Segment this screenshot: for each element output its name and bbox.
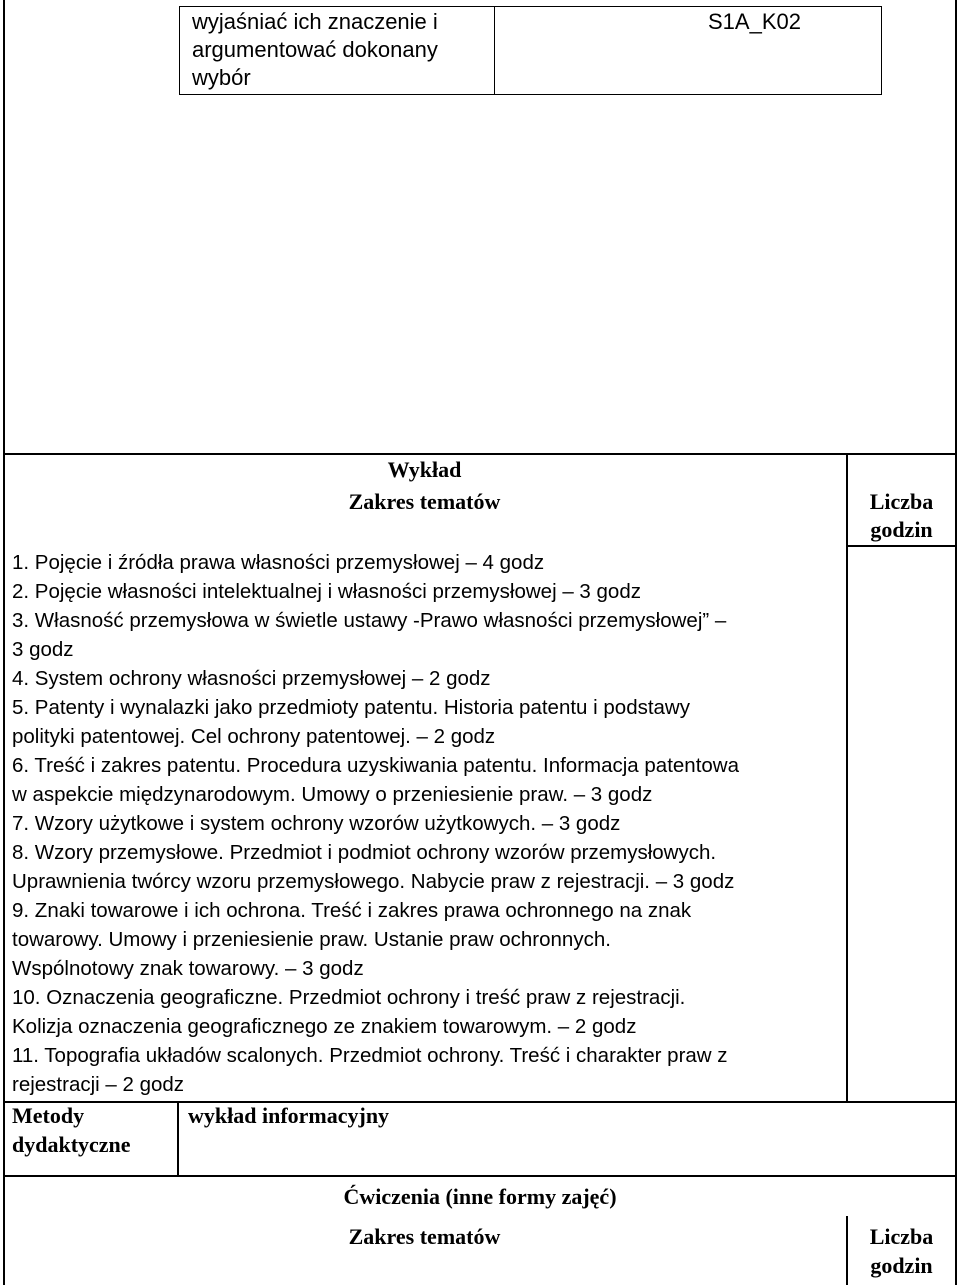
topic-line: 10. Oznaczenia geograficzne. Przedmiot ochrony i treść praw z rejestracji. (12, 986, 686, 1009)
topic-line: 1. Pojęcie i źródła prawa własności przemysłowej – 4 godz (12, 551, 545, 574)
topic-line: 8. Wzory przemysłowe. Przedmiot i podmiot ochrony wzorów przemysłowych. (12, 841, 717, 864)
methods-value: wykład informacyjny (188, 1103, 390, 1128)
topic-line: 4. System ochrony własności przemysłowej – 2 godz (12, 667, 491, 690)
hours-column-border (846, 453, 848, 1102)
cell-divider (881, 6, 882, 95)
lecture-title: Wykład (387, 457, 462, 482)
exercises-title: Ćwiczenia (inne formy zajęć) (343, 1184, 617, 1209)
hours-heading-line: Liczba (869, 1224, 934, 1249)
methods-divider (177, 1101, 179, 1176)
cell-divider (179, 94, 882, 95)
lecture-topics (12, 548, 842, 1099)
topic-line: polityki patentowej. Cel ochrony patentowej. – 2 godz (12, 725, 496, 748)
methods-label-line: dydaktyczne (12, 1132, 131, 1157)
lecture-scope-heading: Zakres tematów (348, 489, 501, 514)
topic-line: 5. Patenty i wynalazki jako przedmioty patentu. Historia patentu i podstawy (12, 696, 690, 719)
hours-heading-line: godzin (870, 1253, 933, 1278)
topic-line: 3. Własność przemysłowa w świetle ustawy -Prawo własności przemysłowej” – (12, 609, 727, 632)
topic-line: rejestracji – 2 godz (12, 1073, 185, 1096)
lecture-hours-heading (848, 488, 955, 544)
section-border (3, 1175, 957, 1177)
methods-label (12, 1101, 172, 1159)
topic-line: Uprawnienia twórcy wzoru przemysłowego. Nabycie praw z rejestracji. – 3 godz (12, 870, 735, 893)
cell-divider (179, 6, 180, 95)
exercises-scope-heading: Zakres tematów (348, 1224, 501, 1249)
table-right-border (955, 0, 957, 1285)
hours-header-border (846, 545, 957, 547)
cell-divider (494, 6, 495, 95)
learning-effect-line: wybór (192, 65, 251, 90)
table-left-border (3, 0, 5, 1285)
topic-line: 9. Znaki towarowe i ich ochrona. Treść i zakres prawa ochronnego na znak (12, 899, 692, 922)
topic-line: towarowy. Umowy i przeniesienie praw. Ustanie praw ochronnych. (12, 928, 611, 951)
learning-effect-line: argumentować dokonany (192, 37, 438, 62)
hours-heading-line: godzin (870, 517, 933, 542)
topic-line: Kolizja oznaczenia geograficznego ze znakiem towarowym. – 2 godz (12, 1015, 637, 1038)
exercises-hours-heading (848, 1222, 955, 1280)
learning-effect-line: wyjaśniać ich znaczenie i (192, 9, 438, 34)
topic-line: 2. Pojęcie własności intelektualnej i własności przemysłowej – 3 godz (12, 580, 641, 603)
topic-line: 3 godz (12, 638, 74, 661)
topic-line: Wspólnotowy znak towarowy. – 3 godz (12, 957, 364, 980)
topic-line: w aspekcie międzynarodowym. Umowy o przeniesienie praw. – 3 godz (12, 783, 653, 806)
topic-line: 7. Wzory użytkowe i system ochrony wzorów użytkowych. – 3 godz (12, 812, 621, 835)
cell-divider (179, 6, 882, 7)
effect-code: S1A_K02 (708, 9, 801, 34)
topic-line: 11. Topografia układów scalonych. Przedmiot ochrony. Treść i charakter praw z (12, 1044, 728, 1067)
topic-line: 6. Treść i zakres patentu. Procedura uzyskiwania patentu. Informacja patentowa (12, 754, 739, 777)
methods-label-line: Metody (12, 1103, 85, 1128)
hours-heading-line: Liczba (869, 489, 934, 514)
learning-effect-text (192, 8, 492, 92)
